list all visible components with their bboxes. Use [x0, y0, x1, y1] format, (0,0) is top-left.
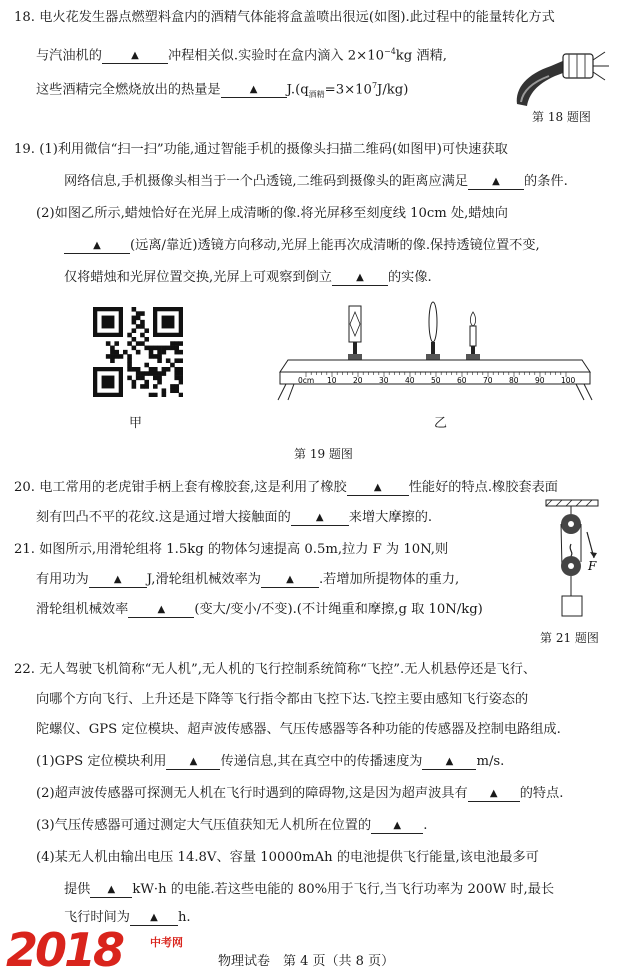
answer-blank[interactable]: ▲	[130, 908, 178, 926]
q22-sub-3: (3)气压传感器可通过测定大气压值获知无人机所在位置的 ▲ .	[36, 818, 428, 833]
q18-line-2: 与汽油机的 ▲ 冲程相关似.实验时在盒内滴入 $2\times 10^{-4}kg$ 酒精,	[36, 47, 447, 64]
site-logo-tag: 中考网	[150, 936, 183, 949]
pulley-system-figure	[540, 498, 610, 626]
answer-blank[interactable]: ▲	[166, 752, 220, 770]
ruler-tick-label: 20	[353, 376, 363, 385]
q22-sub-4b: 提供 ▲ kW·h 的电能.若这些电能的 80%用于飞行,当飞行功率为 200W 时,最长	[64, 882, 555, 897]
answer-blank[interactable]: ▲	[332, 268, 388, 286]
ruler-tick-label: 80	[509, 376, 519, 385]
figure-label-jia: 甲	[129, 416, 143, 431]
ruler-tick-label: 50	[431, 376, 441, 385]
page-footer	[0, 923, 640, 977]
ruler-tick-label: 10	[327, 376, 337, 385]
spark-generator-figure	[505, 46, 615, 112]
answer-blank[interactable]: ▲	[371, 816, 423, 834]
optical-bench-figure	[276, 298, 596, 410]
q22-sub-4: (4)某无人机由输出电压 14.8V、容量 10000mAh 的电池提供飞行能量,该电池最多可	[36, 850, 539, 865]
answer-blank[interactable]: ▲	[102, 46, 168, 64]
ruler-tick-label: 30	[379, 376, 389, 385]
answer-blank[interactable]: ▲	[261, 570, 319, 588]
q21-caption: 第 21 题图	[540, 631, 599, 645]
answer-blank[interactable]: ▲	[468, 172, 524, 190]
page-number: 物理试卷 第 4 页（共 8 页）	[218, 954, 395, 969]
ruler-tick-label: 90	[535, 376, 545, 385]
q21-line-2: 有用功为 ▲ J,滑轮组机械效率为 ▲ .若增加所提物体的重力,	[36, 572, 460, 587]
answer-blank[interactable]: ▲	[422, 752, 476, 770]
qr-code	[93, 307, 183, 397]
q20-line-2: 刻有凹凸不平的花纹.这是通过增大接触面的 ▲ 来增大摩擦的.	[36, 510, 433, 525]
q18-line-1: 18. 电火花发生器点燃塑料盒内的酒精气体能将盒盖喷出很远(如图).此过程中的能量转化方式	[14, 10, 555, 25]
answer-blank[interactable]: ▲	[90, 880, 132, 898]
q22-sub-2: (2)超声波传感器可探测无人机在飞行时遇到的障碍物,这是因为超声波具有 ▲ 的特点.	[36, 786, 564, 801]
ruler-tick-label: 40	[405, 376, 415, 385]
q19-line-2: 网络信息,手机摄像头相当于一个凸透镜,二维码到摄像头的距离应满足 ▲ 的条件.	[64, 174, 568, 189]
ruler-tick-label: 0cm	[298, 376, 315, 385]
answer-blank[interactable]: ▲	[89, 570, 147, 588]
answer-blank[interactable]: ▲	[347, 478, 409, 496]
q22-sub-1: (1)GPS 定位模块利用 ▲ 传递信息,其在真空中的传播速度为 ▲ m/s.	[36, 754, 505, 769]
q22-line-1: 22. 无人驾驶飞机简称“无人机”,无人机的飞行控制系统简称“飞控”.无人机悬停还是飞行、	[14, 662, 537, 677]
figure-label-yi: 乙	[434, 416, 448, 431]
answer-blank[interactable]: ▲	[291, 508, 349, 526]
ruler-tick-label: 70	[483, 376, 493, 385]
q22-sub-4c: 飞行时间为 ▲ h.	[64, 910, 191, 925]
site-logo: 2018	[6, 923, 123, 977]
q18-caption: 第 18 题图	[532, 110, 591, 124]
force-label: F	[588, 559, 597, 573]
q18-line-3: 这些酒精完全燃烧放出的热量是 ▲ $J.(q_{酒精}=3\times 10^7J/kg)$	[36, 81, 409, 100]
q19-caption: 第 19 题图	[294, 447, 353, 461]
q19-line-4: ▲ (远离/靠近)透镜方向移动,光屏上能再次成清晰的像.保持透镜位置不变,	[64, 236, 540, 256]
q19-line-5: 仅将蜡烛和光屏位置交换,光屏上可观察到倒立 ▲ 的实像.	[64, 270, 432, 285]
ruler-tick-label: 60	[457, 376, 467, 385]
answer-blank[interactable]: ▲	[64, 236, 130, 254]
q21-line-1: 21. 如图所示,用滑轮组将 1.5kg 的物体匀速提高 0.5m,拉力 F 为 10N,则	[14, 542, 449, 557]
q21-line-3: 滑轮组机械效率 ▲ (变大/变小/不变).(不计绳重和摩擦,g 取 10N/kg)	[36, 602, 483, 617]
q19-line-3: (2)如图乙所示,蜡烛恰好在光屏上成清晰的像.将光屏移至刻度线 10cm 处,蜡烛向	[36, 206, 508, 221]
q22-line-2: 向哪个方向飞行、上升还是下降等飞行指令都由飞控下达.飞控主要由感知飞行姿态的	[36, 692, 529, 707]
q19-line-1: 19. (1)利用微信“扫一扫”功能,通过智能手机的摄像头扫描二维码(如图甲)可快速获取	[14, 142, 508, 157]
answer-blank[interactable]: ▲	[221, 80, 287, 98]
q22-line-3: 陀螺仪、GPS 定位模块、超声波传感器、气压传感器等各种功能的传感器及控制电路组成.	[36, 722, 561, 737]
answer-blank[interactable]: ▲	[468, 784, 520, 802]
q20-line-1: 20. 电工常用的老虎钳手柄上套有橡胶套,这是利用了橡胶 ▲ 性能好的特点.橡胶套表面	[14, 480, 558, 495]
ruler-tick-label: 100	[561, 376, 576, 385]
answer-blank[interactable]: ▲	[128, 600, 194, 618]
